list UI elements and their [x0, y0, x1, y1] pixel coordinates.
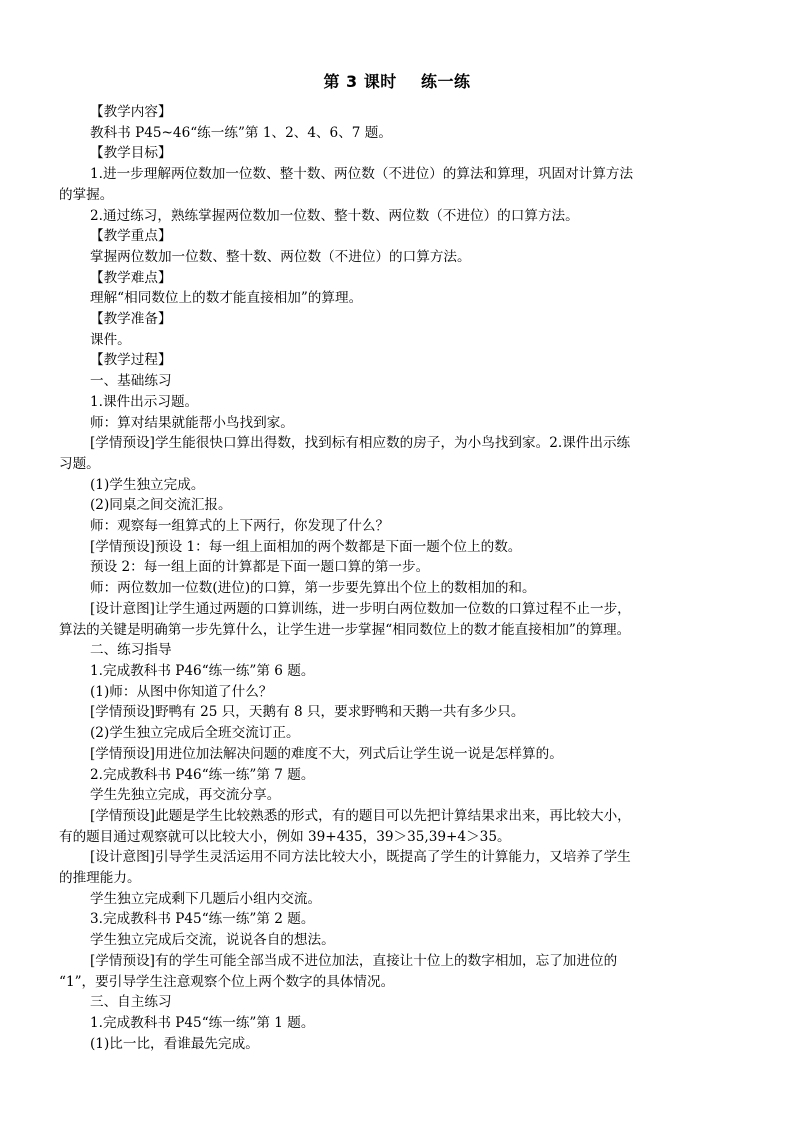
text-line: 课件。 — [90, 331, 131, 348]
text-line: (1)学生独立完成。 — [90, 476, 205, 493]
page-title: 第 3 课时 练一练 — [323, 72, 471, 91]
document-body — [59, 102, 730, 1054]
text-line: 预设 2：每一组上面的计算都是下面一题口算的第一步。 — [90, 559, 430, 576]
text-line: 师：观察每一组算式的上下两行，你发现了什么？ — [90, 518, 390, 535]
subsection-heading-practice-guidance: 二、练习指导 — [90, 642, 172, 659]
text-line: 掌握两位数加一位数、整十数、两位数（不进位）的口算方法。 — [90, 248, 471, 265]
section-heading-key-points: 【教学重点】 — [90, 228, 172, 245]
text-line-continuation: “1”，要引导学生注意观察个位上两个数字的具体情况。 — [59, 973, 395, 990]
text-line: (1)师：从图中你知道了什么？ — [90, 683, 273, 700]
text-line: 学生独立完成剩下几题后小组内交流。 — [90, 890, 322, 907]
text-line: (2)同桌之间交流汇报。 — [90, 497, 232, 514]
text-line: 师：算对结果就能帮小鸟找到家。 — [90, 414, 294, 431]
text-line-continuation: 习题。 — [59, 455, 100, 472]
text-line: [设计意图]引导学生灵活运用不同方法比较大小，既提高了学生的计算能力，又培养了学生 — [90, 849, 631, 866]
text-line: 师：两位数加一位数(进位)的口算，第一步要先算出个位上的数相加的和。 — [90, 580, 536, 597]
text-line: 学生独立完成后交流，说说各自的想法。 — [90, 932, 335, 949]
subsection-heading-self-practice: 三、自主练习 — [90, 994, 172, 1011]
text-line: 学生先独立完成，再交流分享。 — [90, 787, 281, 804]
text-line: (2)学生独立完成后全班交流订正。 — [90, 725, 300, 742]
text-line: [学情预设]有的学生可能全部当成不进位加法，直接让十位上的数字相加，忘了加进位的 — [90, 952, 618, 969]
text-line: 2.通过练习，熟练掌握两位数加一位数、整十数、两位数（不进位）的口算方法。 — [90, 207, 579, 224]
text-line: 1.完成教科书 P45“练一练”第 1 题。 — [90, 1014, 315, 1031]
section-heading-goals: 【教学目标】 — [90, 145, 172, 162]
text-line: (1)比一比，看谁最先完成。 — [90, 1035, 259, 1052]
text-line: [学情预设]野鸭有 25 只，天鹅有 8 只，要求野鸭和天鹅一共有多少只。 — [90, 704, 525, 721]
text-line: [学情预设]学生能很快口算出得数，找到标有相应数的房子，为小鸟找到家。2.课件出示练 — [90, 435, 631, 452]
subsection-heading-basic-practice: 一、基础练习 — [90, 373, 172, 390]
text-line: 教科书 P45~46“练一练”第 1、2、4、6、7 题。 — [90, 124, 392, 141]
text-line: 1.课件出示习题。 — [90, 393, 199, 410]
text-line-continuation: 的推理能力。 — [59, 870, 141, 887]
text-line: 1.进一步理解两位数加一位数、整十数、两位数（不进位）的算法和算理，巩固对计算方法 — [90, 166, 634, 183]
text-line: [学情预设]用进位加法解决问题的难度不大，列式后让学生说一说是怎样算的。 — [90, 745, 563, 762]
text-line: [学情预设]预设 1：每一组上面相加的两个数都是下面一题个位上的数。 — [90, 538, 522, 555]
section-heading-process: 【教学过程】 — [90, 352, 172, 369]
section-heading-content: 【教学内容】 — [90, 104, 172, 120]
text-line: 1.完成教科书 P46“练一练”第 6 题。 — [90, 662, 315, 679]
text-line: 理解“相同数位上的数才能直接相加”的算理。 — [90, 290, 363, 307]
section-heading-preparation: 【教学准备】 — [90, 311, 172, 328]
section-heading-difficulties: 【教学难点】 — [90, 269, 172, 286]
text-line-continuation: 有的题目通过观察就可以比较大小，例如 39+435，39＞35,39+4＞35。 — [59, 828, 511, 845]
text-line: 3.完成教科书 P45“练一练”第 2 题。 — [90, 911, 315, 928]
text-line-continuation: 的掌握。 — [59, 186, 114, 203]
text-line: [学情预设]此题是学生比较熟悉的形式，有的题目可以先把计算结果求出来，再比较大小， — [90, 807, 631, 824]
text-line: [设计意图]让学生通过两题的口算训练，进一步明白两位数加一位数的口算过程不止一步， — [90, 600, 631, 617]
text-line: 2.完成教科书 P46“练一练”第 7 题。 — [90, 766, 315, 783]
text-line-continuation: 算法的关键是明确第一步先算什么，让学生进一步掌握“相同数位上的数才能直接相加”的算理。 — [59, 621, 631, 638]
